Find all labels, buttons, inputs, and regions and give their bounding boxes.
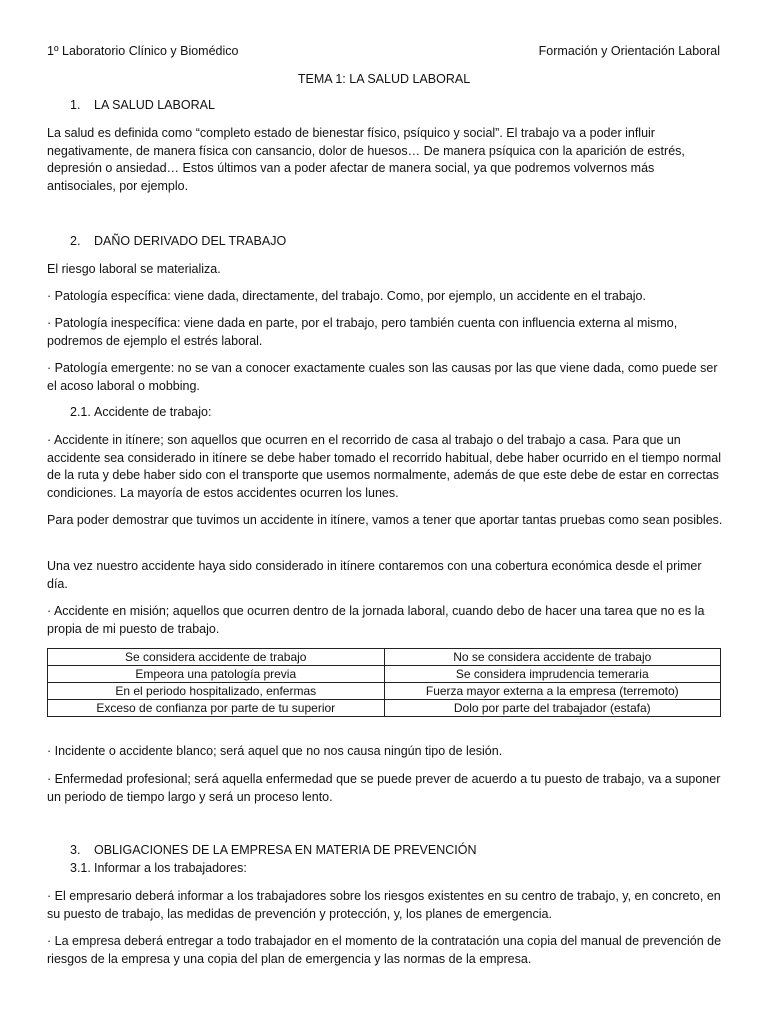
section-2-number: 2.: [70, 234, 81, 248]
table-cell: Fuerza mayor externa a la empresa (terremoto): [384, 683, 721, 700]
section-2-heading: [70, 234, 286, 248]
paragraph-accidente-en-mision: · Accidente en misión; aquellos que ocurren dentro de la jornada laboral, cuando debo de hacer una tarea que no es la propia de mi puesto de trabajo.: [47, 604, 705, 636]
subsection-3-1-title: Informar a los trabajadores:: [94, 861, 247, 875]
table-row: [48, 666, 721, 683]
paragraph-incidente-blanco: · Incidente o accidente blanco; será aquel que no nos causa ningún tipo de lesión.: [47, 744, 503, 758]
section-1-number: 1.: [70, 98, 81, 112]
section-2-title: DAÑO DERIVADO DEL TRABAJO: [94, 234, 287, 248]
table-header-cell: Se considera accidente de trabajo: [48, 649, 385, 666]
paragraph-enfermedad-profesional: · Enfermedad profesional; será aquella enfermedad que se puede prever de acuerdo a tu puesto de trabajo, va a suponer un periodo de tiempo largo y será un proceso lento.: [47, 772, 721, 804]
paragraph-pruebas: Para poder demostrar que tuvimos un accidente in itínere, vamos a tener que aportar tantas pruebas como sean posibles.: [47, 513, 723, 527]
subsection-3-1-number: 3.1.: [70, 861, 91, 875]
table-row: [48, 683, 721, 700]
table-cell: Empeora una patología previa: [48, 666, 385, 683]
paragraph-informar-riesgos: · El empresario deberá informar a los trabajadores sobre los riesgos existentes en su centro de trabajo, y, en concreto, en su puesto de trabajo, las medidas de prevención y protección, y, los planes de emergencia.: [47, 889, 721, 921]
paragraph-entregar-manual: · La empresa deberá entregar a todo trabajador en el momento de la contratación una copia del manual de prevención de riesgos de la empresa y una copia del plan de emergencia y las normas de la empresa.: [47, 934, 722, 966]
table-cell: Se considera imprudencia temeraria: [384, 666, 721, 683]
page-title: TEMA 1: LA SALUD LABORAL: [297, 72, 471, 86]
table-cell: En el periodo hospitalizado, enfermas: [48, 683, 385, 700]
paragraph-patologia-inespecifica: · Patología inespecífica: viene dada en parte, por el trabajo, pero también cuenta con influencia externa al mismo, podremos de ejemplo el estrés laboral.: [47, 316, 678, 348]
subsection-2-1-title: Accidente de trabajo:: [94, 405, 212, 419]
subsection-2-1-heading: [70, 405, 211, 419]
subsection-3-1-heading: [70, 861, 247, 875]
table-header-row: [48, 649, 721, 666]
table-cell: Dolo por parte del trabajador (estafa): [384, 700, 721, 717]
subsection-2-1-number: 2.1.: [70, 405, 91, 419]
table-cell: Exceso de confianza por parte de tu superior: [48, 700, 385, 717]
table-row: [48, 700, 721, 717]
page-header: [47, 44, 720, 62]
section-3-heading: [70, 843, 477, 857]
section-2-intro: El riesgo laboral se materializa.: [47, 262, 221, 276]
section-3-number: 3.: [70, 843, 81, 857]
accident-comparison-table: [47, 648, 721, 717]
section-3-title: OBLIGACIONES DE LA EMPRESA EN MATERIA DE PREVENCIÓN: [94, 843, 477, 857]
paragraph-patologia-emergente: · Patología emergente: no se van a conocer exactamente cuales son las causas por las que viene dada, como puede ser el acoso laboral o mobbing.: [47, 361, 718, 393]
header-subject: Formación y Orientación Laboral: [538, 44, 720, 58]
section-1-title: LA SALUD LABORAL: [94, 98, 215, 112]
paragraph-accidente-in-itinere: · Accidente in itínere; son aquellos que ocurren en el recorrido de casa al trabajo o del trabajo a casa. Para que un accidente sea considerado in itínere se debe haber tomado el recorrido habitual, debe haber ocurrido en el tiempo normal de la ruta y debe haber sido con el transporte que usemos normalmente, además de que este debe de estar en correctas condiciones. La mayoría de estos accidentes ocurren los lunes.: [47, 433, 722, 500]
section-1-heading: [70, 98, 215, 112]
paragraph-cobertura: Una vez nuestro accidente haya sido considerado in itínere contaremos con una cobertura económica desde el primer día.: [47, 559, 702, 591]
section-1-paragraph: La salud es definida como “completo estado de bienestar físico, psíquico y social”. El trabajo va a poder influir negativamente, de manera física con cansancio, dolor de huesos… De manera psíquica con la aparición de estrés, depresión o ansiedad… Estos últimos van a poder afectar de manera social, ya que podremos volvernos más antisociales, por ejemplo.: [47, 126, 685, 193]
paragraph-patologia-especifica: · Patología específica: viene dada, directamente, del trabajo. Como, por ejemplo, un accidente en el trabajo.: [47, 289, 646, 303]
table-header-cell: No se considera accidente de trabajo: [384, 649, 721, 666]
header-course: 1º Laboratorio Clínico y Biomédico: [47, 44, 239, 58]
